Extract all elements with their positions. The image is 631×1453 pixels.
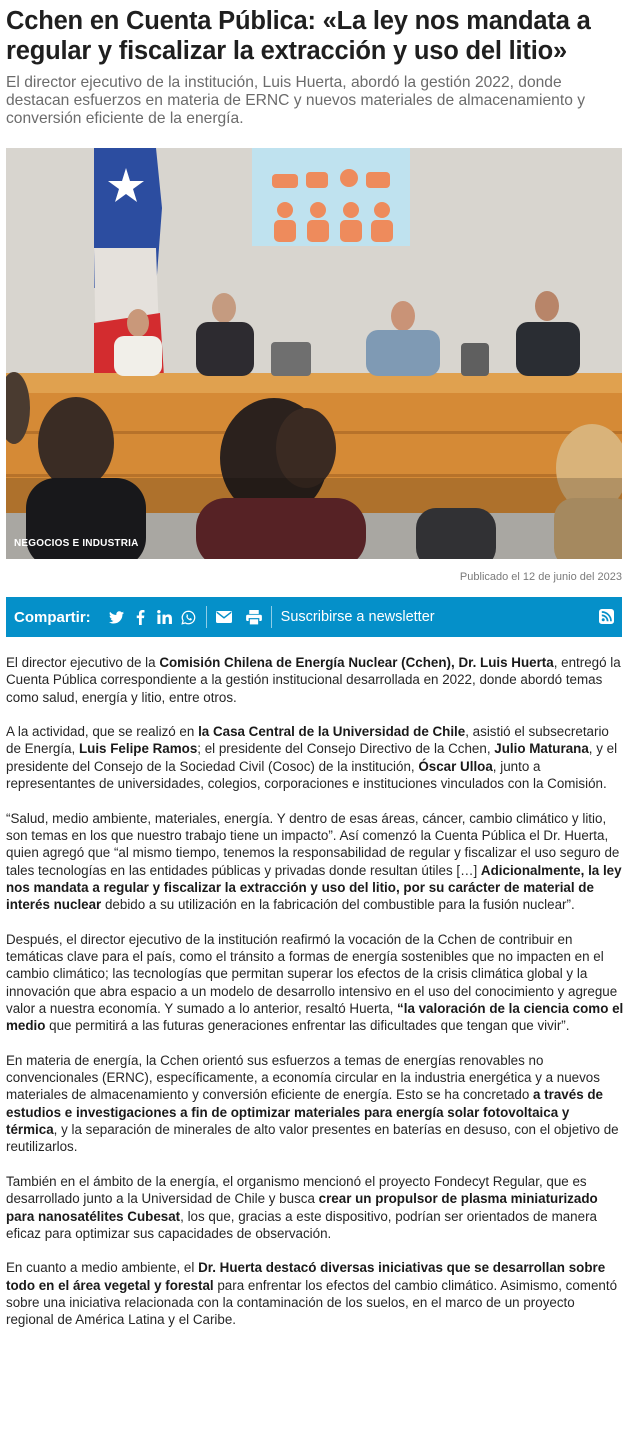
conference-photo [6, 148, 622, 559]
article-paragraph [6, 810, 624, 914]
article-paragraph [6, 1052, 624, 1156]
bold-text: Luis Felipe Ramos [78, 741, 198, 757]
published-date: Publicado el 12 de junio del 2023 [459, 571, 622, 583]
bold-text: la Casa Central de la Universidad de Chile [198, 724, 466, 740]
email-icon[interactable] [216, 609, 232, 625]
share-bar [6, 597, 622, 637]
text-run: , y la separación de minerales de alto valor presentes en baterías en desuso, con el objetivo de reutilizarlos. [6, 1122, 619, 1155]
hero-photo [6, 148, 622, 559]
bold-text: crear un propulsor de plasma miniaturizado para nanosatélites Cubesat [6, 1191, 598, 1224]
text-run: , entregó la Cuenta Pública correspondiente a la gestión institucional desarrollada en 2022, donde abordó temas como salud, energía y litio, entre otros. [6, 655, 621, 705]
article-paragraph [6, 931, 624, 1035]
article-title: Cchen en Cuenta Pública: «La ley nos mandata a regular y fiscalizar la extracción y uso del litio» [6, 7, 591, 65]
text-run: “Salud, medio ambiente, materiales, energía. Y dentro de esas áreas, cáncer, cambio climático y litio, son temas en los que nuestro trabajo tiene un impacto”. Así comenzó la Cuenta Pública el Dr. Huerta, quien agregó que “al mismo tiempo, tenemos la responsabilidad de regular y fiscalizar el uso seguro de tales tecnologías en las entidades públicas y privadas donde resultan útiles […] [6, 810, 620, 878]
text-run: , los que, gracias a este dispositivo, podrían ser orientados de manera eficaz para optimizar sus capacidades de observación. [6, 1208, 597, 1241]
bold-text: Dr. Huerta destacó diversas iniciativas que se desarrollan sobre todo en el área vegetal y forestal [6, 1260, 606, 1293]
share-divider [271, 606, 272, 628]
text-run: para enfrentar los efectos del cambio climático. Asimismo, comentó sobre una iniciativa relacionada con la contaminación de los suelos, en el marco de un proyecto regional de América Latina y el Caribe. [6, 1277, 618, 1328]
article-paragraph [6, 723, 624, 792]
print-icon[interactable] [246, 609, 262, 625]
text-run: A la actividad, que se realizó en [6, 724, 199, 740]
text-run: ; el presidente del Consejo Directivo de la Cchen, [197, 741, 495, 757]
article-paragraph [6, 1173, 624, 1242]
whatsapp-icon[interactable] [181, 609, 197, 625]
article-subtitle: El director ejecutivo de la institución, Luis Huerta, abordó la gestión 2022, donde destacan esfuerzos en materia de ERNC y nuevos materiales de almacenamiento y conversión eficiente de la energía. [6, 74, 585, 127]
article-paragraph [6, 654, 624, 706]
facebook-icon[interactable] [133, 609, 149, 625]
article-body [6, 654, 624, 1346]
bold-text: Julio Maturana [494, 741, 589, 757]
rss-icon[interactable] [599, 609, 614, 624]
text-run: , junto a representantes de universidades, colegios, corporaciones e instituciones vinculados con la Comisión. [6, 758, 607, 792]
linkedin-icon[interactable] [157, 609, 173, 625]
bold-text: Adicionalmente, la ley nos mandata a regular y fiscalizar la extracción y uso del litio, por su carácter de material de interés nuclear [6, 862, 622, 913]
bold-text: Comisión Chilena de Energía Nuclear (Cchen), Dr. Luis Huerta [159, 655, 554, 670]
text-run: El director ejecutivo de la [6, 655, 160, 670]
text-run: , asistió el subsecretario de Energía, [6, 724, 609, 757]
text-run: , y el presidente del Consejo de la Sociedad Civil (Cosoc) de la institución, [6, 741, 618, 774]
bold-text: Óscar Ulloa [418, 758, 493, 774]
text-run: Después, el director ejecutivo de la institución reafirmó la vocación de la Cchen de contribuir en temáticas clave para el país, como el tránsito a formas de energía sostenibles que no impacten en el cambio climático; las tecnologías que permitan superar los efectos de la crisis climática global y la innovación que abra espacio a un modelo de desarrollo intensivo en el uso del conocimiento y agregue valor a nuestra economía. Y sumado a lo anterior, resaltó Huerta, [6, 931, 618, 1016]
share-label: Compartir: [14, 608, 91, 626]
newsletter-link[interactable]: Suscribirse a newsletter [280, 609, 435, 625]
text-run: En materia de energía, la Cchen orientó sus esfuerzos a temas de energías renovables no convencionales (ERNC), específicamente, a economía circular en la industria energética y a nuevos materiales de almacenamiento y conversión eficiente de energía. Esto se ha concretado [6, 1052, 600, 1103]
text-run: En cuanto a medio ambiente, el [6, 1260, 199, 1276]
category-tag[interactable]: NEGOCIOS E INDUSTRIA [14, 538, 139, 549]
article-paragraph [6, 1259, 624, 1328]
bold-text: a través de estudios e investigaciones a fin de optimizar materiales para energía solar fotovoltaica y térmica [6, 1087, 603, 1138]
twitter-icon[interactable] [109, 609, 125, 625]
text-run: debido a su utilización en la fabricación del combustible para la fusión nuclear”. [101, 897, 575, 913]
bold-text: “la valoración de la ciencia como el medio [6, 1000, 624, 1034]
share-divider [206, 606, 207, 628]
text-run: que permitirá a las futuras generaciones enfrentar las dificultades que tengan que vivir”. [45, 1018, 570, 1034]
text-run: También en el ámbito de la energía, el organismo mencionó el proyecto Fondecyt Regular, que es desarrollado junto a la Universidad de Chile y busca [6, 1173, 587, 1207]
